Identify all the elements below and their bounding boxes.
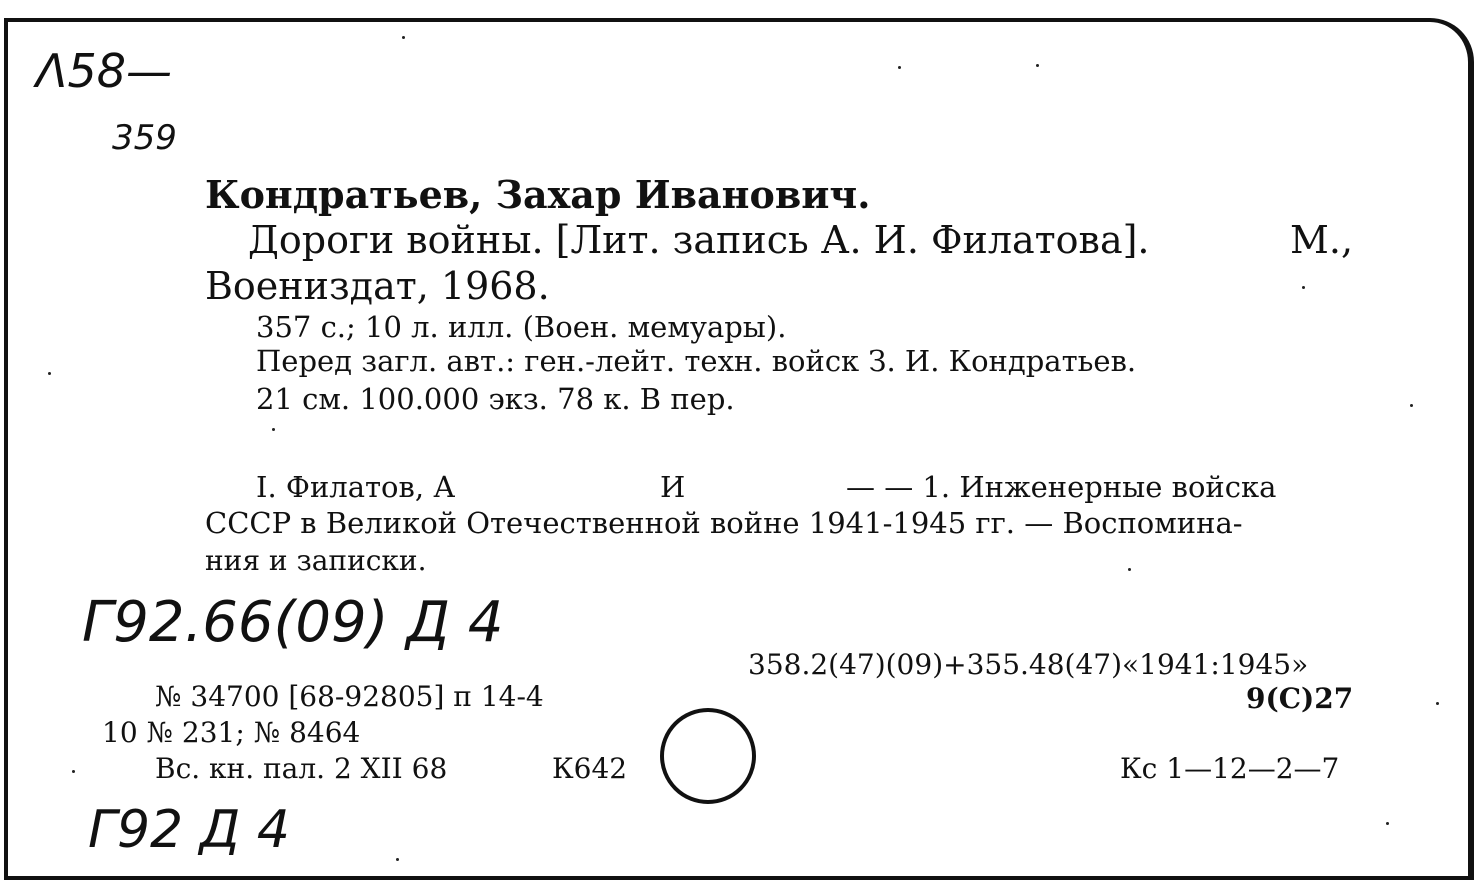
scan-speck bbox=[898, 66, 901, 69]
scan-speck bbox=[72, 770, 75, 773]
shelf-mark-top: Λ58— bbox=[36, 44, 173, 98]
scan-speck bbox=[1410, 404, 1413, 407]
scan-speck bbox=[1302, 286, 1305, 289]
tracing-line-1b: И bbox=[660, 470, 686, 504]
bbk-code: 9(С)27 bbox=[1246, 682, 1354, 715]
registration-line-1: № 34700 [68-92805] п 14-4 bbox=[155, 680, 544, 713]
description-line-1: 357 с.; 10 л. илл. (Воен. мемуары). bbox=[256, 310, 787, 344]
scan-speck bbox=[48, 372, 51, 375]
description-line-2: Перед загл. авт.: ген.-лейт. техн. войск З. И. Кондратьев. bbox=[256, 344, 1137, 378]
scan-speck bbox=[1386, 822, 1389, 825]
kc-number: Кс 1—12—2—7 bbox=[1120, 752, 1340, 785]
scan-speck bbox=[1128, 568, 1131, 571]
registration-line-2: 10 № 231; № 8464 bbox=[102, 716, 361, 749]
scan-speck bbox=[396, 858, 399, 861]
handwritten-bottom-mark: Г92 Д 4 bbox=[88, 800, 290, 860]
scan-speck bbox=[1436, 702, 1439, 705]
registration-line-3: Вс. кн. пал. 2 XII 68 bbox=[155, 752, 448, 785]
tracing-line-1c: — — 1. Инженерные войска bbox=[846, 470, 1277, 504]
stamp-circle bbox=[660, 708, 756, 804]
tracing-line-2: СССР в Великой Отечественной войне 1941-1945 гг. — Воспомина- bbox=[205, 506, 1243, 540]
tracing-line-3: ния и записки. bbox=[205, 544, 427, 577]
udc-code: 358.2(47)(09)+355.48(47)«1941:1945» bbox=[748, 648, 1309, 681]
scan-speck bbox=[402, 36, 405, 39]
registration-k-number: К642 bbox=[552, 752, 628, 785]
shelf-mark-number: 359 bbox=[112, 118, 177, 158]
description-line-3: 21 см. 100.000 экз. 78 к. В пер. bbox=[256, 382, 735, 416]
scan-speck bbox=[1036, 64, 1039, 67]
place-of-publication: М., bbox=[1290, 218, 1354, 262]
scan-speck bbox=[272, 428, 275, 431]
handwritten-classification: Г92.66(09) Д 4 bbox=[82, 590, 504, 655]
title-line-1: Дороги войны. [Лит. запись А. И. Филатова]. bbox=[248, 218, 1150, 262]
tracing-line-1a: I. Филатов, А bbox=[256, 470, 456, 504]
title-line-2: Воениздат, 1968. bbox=[205, 264, 550, 308]
author-heading: Кондратьев, Захар Иванович. bbox=[205, 172, 871, 217]
